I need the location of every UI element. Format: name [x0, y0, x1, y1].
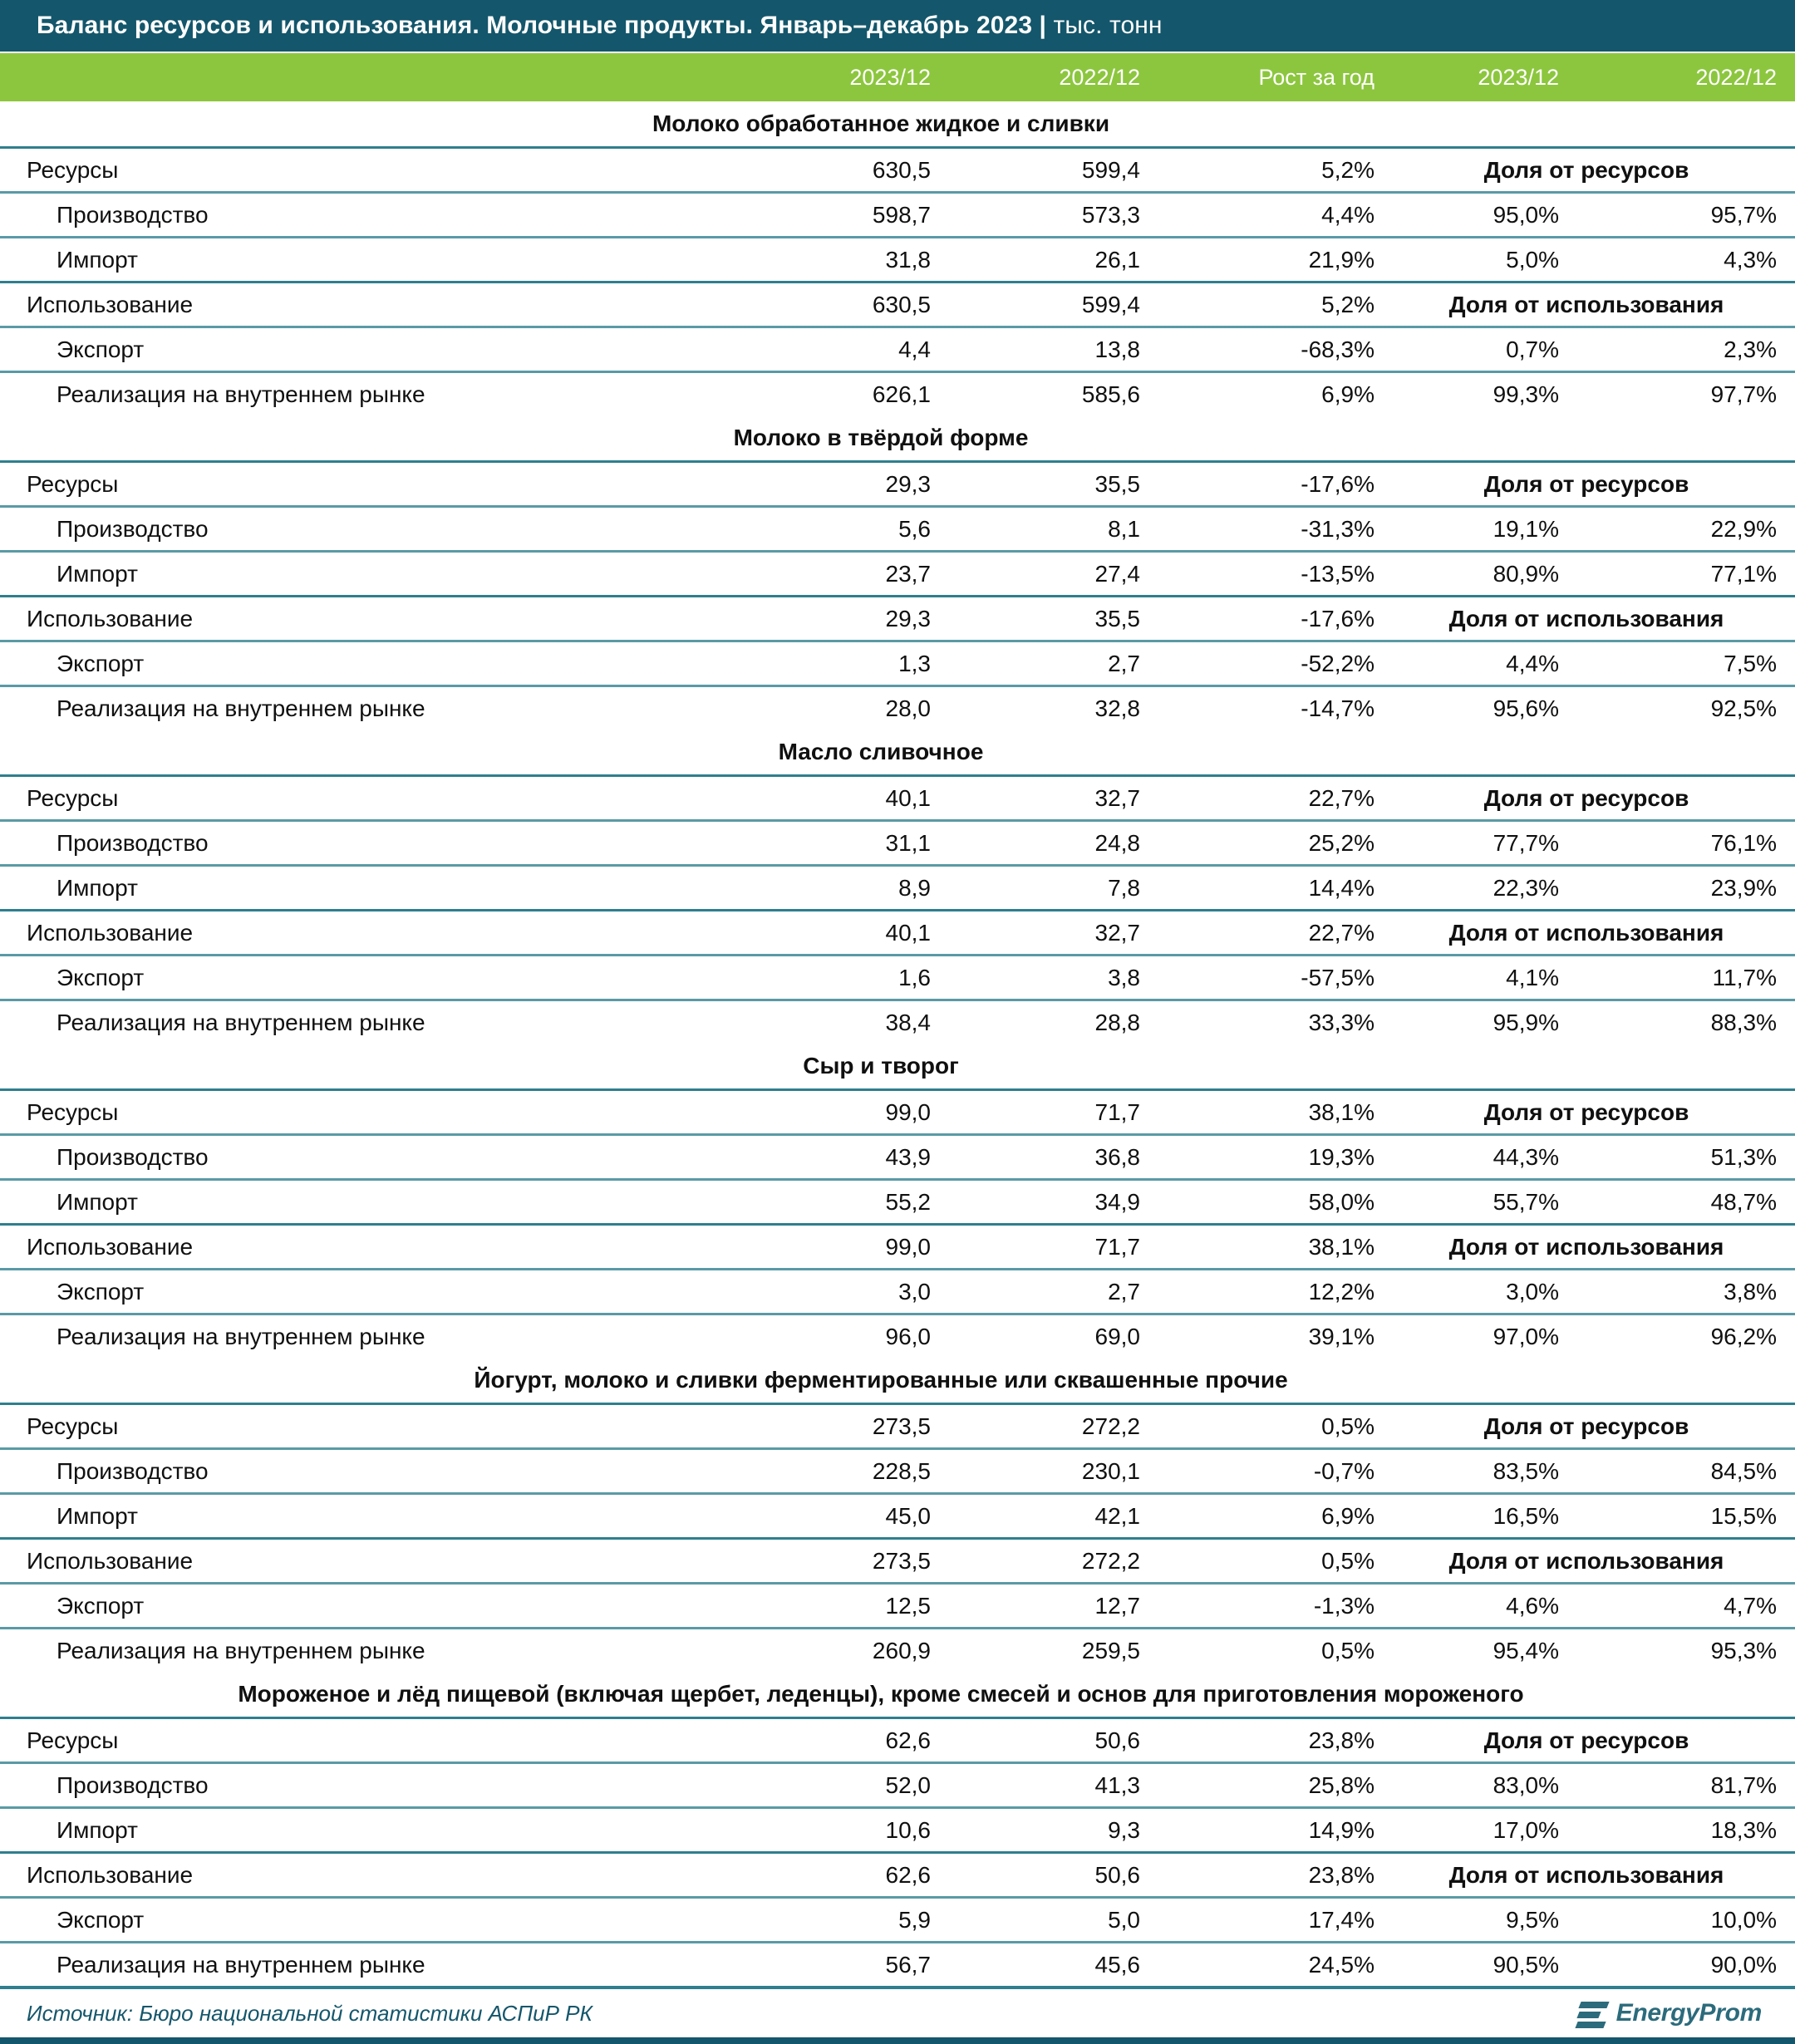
cell-share-2023: 90,5% [1493, 1951, 1559, 1978]
cell-share-2023: 19,1% [1493, 515, 1559, 542]
table-row [0, 954, 1795, 999]
table-row [0, 1806, 1795, 1851]
table-row [0, 1447, 1795, 1492]
row-label: Ресурсы [27, 1413, 119, 1439]
cell-share-2023: 83,0% [1493, 1771, 1559, 1798]
cell-share-2022: 15,5% [1710, 1502, 1777, 1529]
row-label: Использование [27, 605, 194, 631]
row-label: Ресурсы [27, 156, 119, 183]
cell-value-2023: 273,5 [872, 1547, 931, 1574]
cell-growth: 0,5% [1321, 1637, 1375, 1663]
cell-growth: 5,2% [1321, 291, 1375, 317]
table-row [0, 550, 1795, 595]
cell-value-2022: 45,6 [1094, 1951, 1140, 1978]
cell-value-2023: 4,4 [898, 336, 931, 362]
row-label: Использование [27, 1861, 194, 1888]
table-row [0, 1223, 1795, 1268]
cell-value-2023: 29,3 [885, 470, 931, 497]
cell-share-2023: 80,9% [1493, 560, 1559, 587]
cell-share-2022: 51,3% [1710, 1143, 1777, 1170]
cell-value-2023: 52,0 [885, 1771, 931, 1798]
cell-growth: 6,9% [1321, 1502, 1375, 1529]
cell-value-2023: 598,7 [872, 201, 931, 228]
table-row [0, 191, 1795, 236]
cell-value-2023: 23,7 [885, 560, 931, 587]
page-title-unit: тыс. тонн [1053, 12, 1163, 39]
table-row [0, 1941, 1795, 1986]
table-row [0, 774, 1795, 819]
row-label: Импорт [57, 246, 138, 273]
cell-value-2023: 99,0 [885, 1233, 931, 1260]
table-row [0, 1178, 1795, 1223]
cell-share-2023: 44,3% [1493, 1143, 1559, 1170]
cell-growth: 6,9% [1321, 381, 1375, 407]
cell-share-2023: 95,6% [1493, 695, 1559, 721]
cell-growth: 12,2% [1308, 1278, 1375, 1305]
row-label: Экспорт [57, 1592, 145, 1619]
section-title-row [0, 415, 1795, 460]
cell-value-2022: 32,8 [1094, 695, 1140, 721]
table-row [0, 460, 1795, 505]
cell-growth: 38,1% [1308, 1233, 1375, 1260]
cell-share-2022: 96,2% [1710, 1323, 1777, 1349]
table-row [0, 1313, 1795, 1358]
cell-share-2023: 99,3% [1493, 381, 1559, 407]
cell-growth: 4,4% [1321, 201, 1375, 228]
row-label: Экспорт [57, 964, 145, 990]
row-label: Использование [27, 1547, 194, 1574]
cell-value-2023: 31,1 [885, 829, 931, 856]
table-row [0, 1088, 1795, 1133]
cell-growth: -1,3% [1313, 1592, 1375, 1619]
cell-share-2022: 90,0% [1710, 1951, 1777, 1978]
cell-growth: -14,7% [1301, 695, 1375, 721]
table-row [0, 909, 1795, 954]
cell-share-2023: 22,3% [1493, 874, 1559, 901]
cell-share-2022: 11,7% [1712, 964, 1777, 990]
share-group-note: Доля от ресурсов [1483, 156, 1689, 183]
table-row [0, 371, 1795, 415]
cell-value-2022: 599,4 [1081, 291, 1140, 317]
cell-growth: 58,0% [1308, 1188, 1375, 1215]
row-label: Производство [57, 515, 209, 542]
cell-value-2022: 3,8 [1108, 964, 1140, 990]
cell-share-2023: 0,7% [1506, 336, 1559, 362]
cell-value-2022: 2,7 [1108, 1278, 1140, 1305]
cell-growth: 19,3% [1308, 1143, 1375, 1170]
row-label: Экспорт [57, 650, 145, 676]
row-label: Реализация на внутреннем рынке [57, 1637, 425, 1663]
row-label: Реализация на внутреннем рынке [57, 1009, 425, 1035]
table-row [0, 1582, 1795, 1627]
row-label: Ресурсы [27, 1727, 119, 1753]
section-title-row [0, 1672, 1795, 1717]
row-label: Производство [57, 1143, 209, 1170]
cell-value-2023: 3,0 [898, 1278, 931, 1305]
energyprom-logo-text: EnergyProm [1616, 1999, 1762, 2027]
cell-share-2023: 5,0% [1506, 246, 1559, 273]
cell-share-2022: 18,3% [1710, 1816, 1777, 1843]
cell-value-2022: 2,7 [1108, 650, 1140, 676]
section-title-row [0, 101, 1795, 146]
share-group-note: Доля от использования [1448, 1861, 1724, 1888]
cell-growth: 0,5% [1321, 1547, 1375, 1574]
cell-share-2023: 77,7% [1493, 829, 1559, 856]
cell-share-2022: 2,3% [1724, 336, 1777, 362]
cell-growth: -57,5% [1301, 964, 1375, 990]
source-note: Источник: Бюро национальной статистики АСПиР РК [27, 2000, 593, 2026]
cell-value-2022: 71,7 [1094, 1233, 1140, 1260]
cell-value-2023: 228,5 [872, 1457, 931, 1484]
cell-value-2022: 272,2 [1081, 1547, 1140, 1574]
cell-value-2022: 24,8 [1094, 829, 1140, 856]
table-row [0, 1851, 1795, 1896]
section-title: Молоко в твёрдой форме [733, 425, 1029, 450]
cell-value-2022: 12,7 [1094, 1592, 1140, 1619]
row-label: Использование [27, 1233, 194, 1260]
table-row [0, 1537, 1795, 1582]
cell-growth: 23,8% [1308, 1727, 1375, 1753]
row-label: Производство [57, 829, 209, 856]
cell-value-2022: 35,5 [1094, 470, 1140, 497]
cell-share-2023: 95,9% [1493, 1009, 1559, 1035]
table-row [0, 685, 1795, 730]
table-row [0, 640, 1795, 685]
table-row [0, 1896, 1795, 1941]
cell-value-2023: 1,6 [898, 964, 931, 990]
cell-share-2023: 97,0% [1493, 1323, 1559, 1349]
cell-share-2023: 55,7% [1493, 1188, 1559, 1215]
column-header-value-2023: 2023/12 [849, 64, 931, 90]
share-group-note: Доля от использования [1448, 919, 1724, 946]
cell-growth: 21,9% [1308, 246, 1375, 273]
cell-value-2022: 34,9 [1094, 1188, 1140, 1215]
cell-value-2023: 1,3 [898, 650, 931, 676]
cell-share-2023: 4,4% [1506, 650, 1559, 676]
cell-share-2023: 16,5% [1493, 1502, 1559, 1529]
cell-share-2023: 9,5% [1506, 1906, 1559, 1933]
table-row [0, 819, 1795, 864]
table-row [0, 999, 1795, 1044]
cell-growth: 14,4% [1308, 874, 1375, 901]
table-row [0, 1268, 1795, 1313]
share-group-note: Доля от ресурсов [1483, 1098, 1689, 1125]
cell-value-2023: 45,0 [885, 1502, 931, 1529]
row-label: Экспорт [57, 1906, 145, 1933]
cell-value-2022: 28,8 [1094, 1009, 1140, 1035]
report-footer [0, 1986, 1795, 2044]
share-group-note: Доля от ресурсов [1483, 1727, 1689, 1753]
table-row [0, 505, 1795, 550]
cell-value-2023: 40,1 [885, 784, 931, 811]
cell-value-2022: 599,4 [1081, 156, 1140, 183]
column-header-row [0, 52, 1795, 101]
cell-value-2022: 573,3 [1081, 201, 1140, 228]
table-row [0, 326, 1795, 371]
column-header-share-2022: 2022/12 [1695, 64, 1777, 90]
cell-growth: 24,5% [1308, 1951, 1375, 1978]
cell-value-2023: 273,5 [872, 1413, 931, 1439]
cell-growth: 14,9% [1308, 1816, 1375, 1843]
cell-value-2023: 630,5 [872, 156, 931, 183]
cell-share-2022: 95,3% [1710, 1637, 1777, 1663]
cell-growth: 33,3% [1308, 1009, 1375, 1035]
cell-growth: 22,7% [1308, 919, 1375, 946]
cell-share-2022: 23,9% [1710, 874, 1777, 901]
balance-table [0, 101, 1795, 1986]
cell-value-2023: 62,6 [885, 1727, 931, 1753]
row-label: Производство [57, 1771, 209, 1798]
page-title-main: Баланс ресурсов и использования. Молочные продукты. Январь–декабрь 2023 [37, 12, 1033, 39]
row-label: Импорт [57, 1502, 138, 1529]
cell-value-2022: 26,1 [1094, 246, 1140, 273]
cell-share-2023: 95,4% [1493, 1637, 1559, 1663]
table-row [0, 595, 1795, 640]
cell-value-2023: 28,0 [885, 695, 931, 721]
cell-value-2022: 5,0 [1108, 1906, 1140, 1933]
cell-share-2022: 3,8% [1724, 1278, 1777, 1305]
row-label: Реализация на внутреннем рынке [57, 695, 425, 721]
cell-value-2023: 5,9 [898, 1906, 931, 1933]
cell-growth: 22,7% [1308, 784, 1375, 811]
row-label: Ресурсы [27, 470, 119, 497]
cell-value-2023: 260,9 [872, 1637, 931, 1663]
cell-value-2022: 41,3 [1094, 1771, 1140, 1798]
cell-growth: 38,1% [1308, 1098, 1375, 1125]
row-label: Импорт [57, 1188, 138, 1215]
cell-share-2022: 4,3% [1724, 246, 1777, 273]
cell-value-2023: 99,0 [885, 1098, 931, 1125]
cell-share-2022: 81,7% [1710, 1771, 1777, 1798]
cell-value-2023: 5,6 [898, 515, 931, 542]
cell-value-2022: 9,3 [1108, 1816, 1140, 1843]
section-title: Мороженое и лёд пищевой (включая щербет, леденцы), кроме смесей и основ для приготовления мороженого [238, 1681, 1524, 1707]
cell-share-2023: 17,0% [1493, 1816, 1559, 1843]
page-title-separator: | [1032, 12, 1054, 39]
cell-value-2022: 259,5 [1081, 1637, 1140, 1663]
cell-value-2023: 56,7 [885, 1951, 931, 1978]
section-title: Сыр и творог [803, 1053, 959, 1079]
cell-value-2022: 32,7 [1094, 784, 1140, 811]
cell-growth: -31,3% [1301, 515, 1375, 542]
share-group-note: Доля от ресурсов [1483, 470, 1689, 497]
row-label: Реализация на внутреннем рынке [57, 1323, 425, 1349]
cell-value-2023: 12,5 [885, 1592, 931, 1619]
cell-value-2022: 42,1 [1094, 1502, 1140, 1529]
cell-share-2022: 10,0% [1710, 1906, 1777, 1933]
cell-share-2023: 4,1% [1506, 964, 1559, 990]
cell-value-2023: 29,3 [885, 605, 931, 631]
section-title: Молоко обработанное жидкое и сливки [652, 111, 1110, 136]
table-row [0, 1717, 1795, 1761]
share-group-note: Доля от ресурсов [1483, 1413, 1689, 1439]
cell-value-2022: 7,8 [1108, 874, 1140, 901]
energyprom-e-icon [1575, 1997, 1608, 2030]
cell-growth: -17,6% [1301, 605, 1375, 631]
cell-share-2023: 3,0% [1506, 1278, 1559, 1305]
cell-share-2022: 22,9% [1710, 515, 1777, 542]
cell-value-2022: 8,1 [1108, 515, 1140, 542]
cell-share-2022: 95,7% [1710, 201, 1777, 228]
table-row [0, 236, 1795, 281]
cell-value-2023: 8,9 [898, 874, 931, 901]
row-label: Использование [27, 291, 194, 317]
row-label: Использование [27, 919, 194, 946]
cell-value-2022: 272,2 [1081, 1413, 1140, 1439]
share-group-note: Доля от использования [1448, 1233, 1724, 1260]
row-label: Экспорт [57, 336, 145, 362]
row-label: Производство [57, 1457, 209, 1484]
cell-value-2022: 50,6 [1094, 1727, 1140, 1753]
cell-growth: -17,6% [1301, 470, 1375, 497]
cell-value-2023: 626,1 [872, 381, 931, 407]
share-group-note: Доля от ресурсов [1483, 784, 1689, 811]
cell-growth: -13,5% [1301, 560, 1375, 587]
row-label: Экспорт [57, 1278, 145, 1305]
report-title-bar [0, 0, 1795, 52]
cell-growth: 5,2% [1321, 156, 1375, 183]
section-title: Йогурт, молоко и сливки ферментированные или сквашенные прочие [474, 1367, 1288, 1393]
table-row [0, 864, 1795, 909]
row-label: Ресурсы [27, 1098, 119, 1125]
column-header-share-2023: 2023/12 [1478, 64, 1559, 90]
section-title-row [0, 730, 1795, 774]
table-row [0, 1761, 1795, 1806]
cell-value-2022: 50,6 [1094, 1861, 1140, 1888]
table-row [0, 1492, 1795, 1537]
section-title-row [0, 1044, 1795, 1088]
cell-growth: 39,1% [1308, 1323, 1375, 1349]
cell-share-2022: 88,3% [1710, 1009, 1777, 1035]
column-header-value-2022: 2022/12 [1059, 64, 1140, 90]
share-group-note: Доля от использования [1448, 605, 1724, 631]
column-header-growth: Рост за год [1258, 64, 1375, 90]
cell-share-2022: 77,1% [1710, 560, 1777, 587]
row-label: Реализация на внутреннем рынке [57, 381, 425, 407]
cell-share-2022: 97,7% [1710, 381, 1777, 407]
section-title-row [0, 1358, 1795, 1403]
cell-value-2023: 43,9 [885, 1143, 931, 1170]
energyprom-logo [1575, 1997, 1762, 2030]
cell-value-2022: 32,7 [1094, 919, 1140, 946]
cell-value-2022: 13,8 [1094, 336, 1140, 362]
cell-value-2022: 69,0 [1094, 1323, 1140, 1349]
cell-share-2022: 48,7% [1710, 1188, 1777, 1215]
cell-value-2023: 38,4 [885, 1009, 931, 1035]
cell-share-2023: 4,6% [1506, 1592, 1559, 1619]
share-group-note: Доля от использования [1448, 1547, 1724, 1574]
cell-value-2022: 35,5 [1094, 605, 1140, 631]
cell-value-2023: 630,5 [872, 291, 931, 317]
cell-growth: 25,2% [1308, 829, 1375, 856]
share-group-note: Доля от использования [1448, 291, 1724, 317]
table-row [0, 1133, 1795, 1178]
table-row [0, 281, 1795, 326]
cell-growth: 23,8% [1308, 1861, 1375, 1888]
cell-share-2022: 4,7% [1724, 1592, 1777, 1619]
cell-share-2022: 7,5% [1724, 650, 1777, 676]
row-label: Реализация на внутреннем рынке [57, 1951, 425, 1978]
cell-share-2022: 84,5% [1710, 1457, 1777, 1484]
cell-growth: 25,8% [1308, 1771, 1375, 1798]
row-label: Импорт [57, 560, 138, 587]
table-row [0, 146, 1795, 191]
cell-value-2023: 55,2 [885, 1188, 931, 1215]
page-title [37, 12, 1163, 40]
row-label: Производство [57, 201, 209, 228]
cell-value-2023: 10,6 [885, 1816, 931, 1843]
cell-growth: 17,4% [1308, 1906, 1375, 1933]
row-label: Ресурсы [27, 784, 119, 811]
cell-growth: -68,3% [1301, 336, 1375, 362]
cell-value-2022: 585,6 [1081, 381, 1140, 407]
cell-value-2022: 36,8 [1094, 1143, 1140, 1170]
cell-value-2023: 40,1 [885, 919, 931, 946]
cell-value-2022: 230,1 [1081, 1457, 1140, 1484]
cell-share-2022: 76,1% [1710, 829, 1777, 856]
cell-value-2023: 31,8 [885, 246, 931, 273]
section-title: Масло сливочное [778, 739, 984, 764]
table-row [0, 1627, 1795, 1672]
cell-growth: 0,5% [1321, 1413, 1375, 1439]
cell-share-2023: 83,5% [1493, 1457, 1559, 1484]
cell-share-2023: 95,0% [1493, 201, 1559, 228]
cell-value-2022: 71,7 [1094, 1098, 1140, 1125]
cell-value-2023: 62,6 [885, 1861, 931, 1888]
cell-share-2022: 92,5% [1710, 695, 1777, 721]
cell-value-2022: 27,4 [1094, 560, 1140, 587]
row-label: Импорт [57, 1816, 138, 1843]
cell-value-2023: 96,0 [885, 1323, 931, 1349]
row-label: Импорт [57, 874, 138, 901]
cell-growth: -0,7% [1313, 1457, 1375, 1484]
cell-growth: -52,2% [1301, 650, 1375, 676]
table-row [0, 1403, 1795, 1447]
